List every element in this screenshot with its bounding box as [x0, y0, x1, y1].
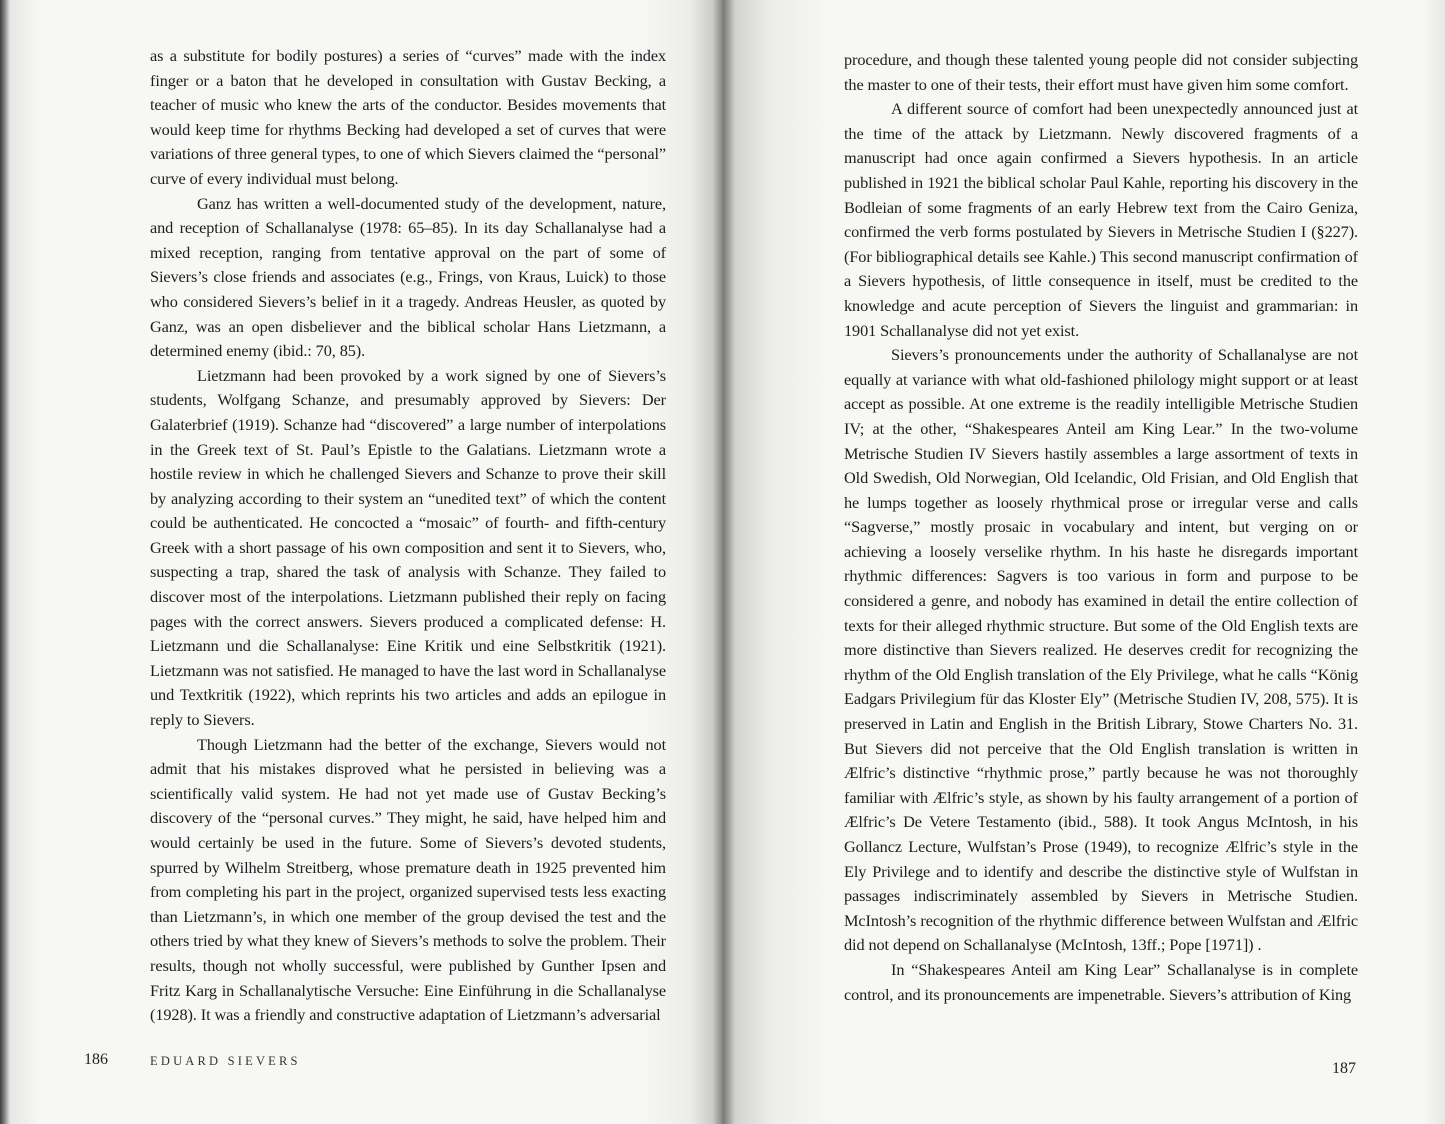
paragraph: Ganz has written a well-documented study of the development, nature, and reception of Schallanalyse (1978: 65–85). In its day Schallanalyse had a mixed reception, ranging from tentative approval on the part of some of Sievers’s close friends and associates (e.g., Frings, von Kraus, Luick) to those who considered Sievers’s belief in it a tragedy. Andreas Heusler, as quoted by Ganz, was an open disbeliever and the biblical scholar Hans Lietzmann, a determined enemy (ibid.: 70, 85).: [150, 193, 666, 361]
left-page: [0, 0, 722, 1124]
paragraph: Though Lietzmann had the better of the exchange, Sievers would not admit that his mistakes disproved what he persisted in believing was a scientifically valid system. He had not yet made use of Gustav Becking’s discovery of the “personal curves.” They might, he said, have helped him and would certainly be used in the future. Some of Sievers’s devoted students, spurred by Wilhelm Streitberg, whose premature death in 1925 prevented him from completing his part in the project, organized supervised tests less exacting than Lietzmann’s, in which one member of the group devised the test and the others tried by what they knew of Sievers’s methods to solve the problem. Their results, though not wholly successful, were published by Gunther Ipsen and Fritz Karg in Schallanalytische Versuche: Eine Einführung in die Schallanalyse (1928). It was a friendly and constructive adaptation of Lietzmann’s adversarial: [150, 734, 666, 1025]
left-page-text: [150, 44, 666, 1028]
paragraph: A different source of comfort had been unexpectedly announced just at the time of the attack by Lietzmann. Newly discovered fragments of a manuscript had once again confirmed a Sievers hypothesis. In an article published in 1921 the biblical scholar Paul Kahle, reporting his discovery in the Bodleian of some fragments of an early Hebrew text from the Cairo Geniza, confirmed the verb forms postulated by Sievers in Metrische Studien I (§227). (For bibliographical details see Kahle.) This second manuscript confirmation of a Sievers hypothesis, of little consequence in itself, must be credited to the knowledge and acute perception of Sievers the linguist and grammarian: in 1901 Schallanalyse did not yet exist.: [844, 99, 1358, 340]
book-gutter-shadow: [712, 0, 734, 1124]
paragraph: procedure, and though these talented young people did not consider subjecting the master to one of their tests, their effort must have given him some comfort.: [844, 50, 1358, 94]
paragraph: Lietzmann had been provoked by a work signed by one of Sievers’s students, Wolfgang Schanze, and presumably approved by Sievers: Der Galaterbrief (1919). Schanze had “discovered” a large number of interpolations in the Greek text of St. Paul’s Epistle to the Galatians. Lietzmann wrote a hostile review in which he challenged Sievers and Schanze to prove their skill by analyzing according to their system an “unedited text” of which the content could be authenticated. He concocted a “mosaic” of fourth- and fifth-century Greek with a short passage of his own composition and sent it to Sievers, who, suspecting a trap, shared the task of analysis with Schanze. They failed to discover most of the interpolations. Lietzmann published their reply on facing pages with the correct answers. Sievers produced a complicated defense: H. Lietzmann und die Schallanalyse: Eine Kritik und eine Selbstkritik (1921). Lietzmann was not satisfied. He managed to have the last word in Schallanalyse und Textkritik (1922), which reprints his two articles and adds an epilogue in reply to Sievers.: [150, 365, 666, 730]
paragraph: Sievers’s pronouncements under the authority of Schallanalyse are not equally at variance with what old-fashioned philology might support or at least accept as possible. At one extreme is the readily intelligible Metrische Studien IV; at the other, “Shakespeares Anteil am King Lear.” In the two-volume Metrische Studien IV Sievers hastily assembles a large assortment of texts in Old Swedish, Old Norwegian, Old Icelandic, Old Frisian, and Old English that he lumps together as loosely rhythmical prose or irregular verse and calls “Sagverse,” mostly prosaic in vocabulary and intent, but verging on or achieving a loosely verselike rhythm. In his haste he disregards important rhythmic differences: Sagvers is too various in form and purpose to be considered a genre, and nobody has examined in detail the entire collection of texts for their alleged rhythmic structure. But some of the Old English texts are more distinctive than Sievers realized. He deserves credit for recognizing the rhythm of the Old English translation of the Ely Privilege, what he calls “König Eadgars Privilegium für das Kloster Ely” (Metrische Studien IV, 208, 575). It is preserved in Latin and English in the British Library, Stowe Charters No. 31. But Sievers did not perceive that the Old English translation is written in Ælfric’s distinctive “rhythmic prose,” partly because he was not thoroughly familiar with Ælfric’s style, as shown by his faulty arrangement of a portion of Ælfric’s De Vetere Testamento (ibid., 588). It took Angus McIntosh, in his Gollancz Lecture, Wulfstan’s Prose (1949), to recognize Ælfric’s style in the Ely Privilege and to identify and describe the distinctive style of Wulfstan in passages indiscriminately assembled by Sievers in Metrische Studien. McIntosh’s recognition of the rhythmic difference between Wulfstan and Ælfric did not depend on Schallanalyse (McIntosh, 13ff.; Pope [1971]) .: [844, 345, 1358, 955]
right-page-text: [844, 48, 1358, 1007]
page-number: 187: [1332, 1060, 1356, 1077]
right-page: [722, 0, 1445, 1124]
paragraph: as a substitute for bodily postures) a series of “curves” made with the index finger or a baton that he developed in consultation with Gustav Becking, a teacher of music who knew the arts of the conductor. Besides movements that would keep time for rhythms Becking had developed a set of curves that were variations of three general types, to one of which Sievers claimed the “personal” curve of every individual must belong.: [150, 46, 666, 188]
page-number: 186: [84, 1051, 108, 1068]
running-head: EDUARD SIEVERS: [150, 1054, 301, 1068]
paragraph: In “Shakespeares Anteil am King Lear” Schallanalyse is in complete control, and its pronouncements are impenetrable. Sievers’s attribution of King: [844, 959, 1358, 1004]
